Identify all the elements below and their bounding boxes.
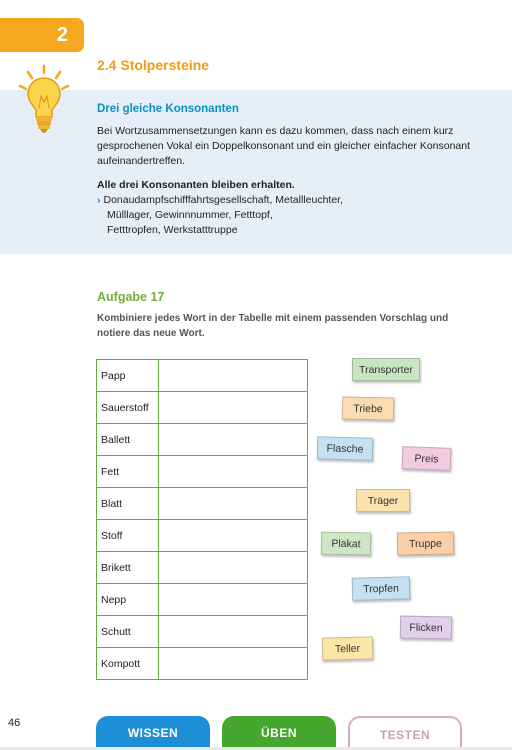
word-card-triebe[interactable]: Triebe — [342, 397, 394, 421]
wissen-button[interactable]: WISSEN — [96, 716, 210, 750]
answer-cell[interactable] — [159, 392, 308, 424]
word-cell: Nepp — [97, 584, 159, 616]
example-list — [97, 193, 427, 238]
word-cell: Brikett — [97, 552, 159, 584]
table-row — [97, 424, 308, 456]
info-text: Bei Wortzusammensetzungen kann es dazu kommen, dass nach einem kurz gesprochenen Vokal ein Doppelkonsonant und ein gleicher einfacher Konsonant aufeinandertreffen. — [97, 125, 471, 167]
ueben-button[interactable]: ÜBEN — [222, 716, 336, 750]
answer-cell[interactable] — [159, 520, 308, 552]
word-card-teller[interactable]: Teller — [322, 636, 374, 660]
chevron-right-icon: › — [97, 194, 101, 206]
word-card-truppe[interactable]: Truppe — [397, 532, 454, 556]
word-cell: Stoff — [97, 520, 159, 552]
word-card-tropfen[interactable]: Tropfen — [352, 576, 411, 601]
section-title: 2.4 Stolpersteine — [97, 57, 210, 73]
word-card-flasche[interactable]: Flasche — [317, 436, 374, 460]
word-table — [96, 359, 308, 680]
answer-cell[interactable] — [159, 456, 308, 488]
table-row — [97, 648, 308, 680]
task-instruction: Kombiniere jedes Wort in der Tabelle mit einem passenden Vorschlag und notiere das neue Wort. — [97, 313, 449, 339]
word-card-preis[interactable]: Preis — [402, 446, 452, 471]
info-heading: Drei gleiche Konsonanten — [97, 103, 239, 115]
chapter-tab — [0, 18, 84, 52]
word-card-transporter[interactable]: Transporter — [352, 358, 420, 381]
answer-cell[interactable] — [159, 584, 308, 616]
example-line: Mülllager, Gewinnnummer, Fetttopf, — [107, 209, 273, 221]
table-row — [97, 616, 308, 648]
testen-button[interactable]: TESTEN — [348, 716, 462, 750]
word-cell: Papp — [97, 360, 159, 392]
info-rule: Alle drei Konsonanten bleiben erhalten. — [97, 179, 295, 191]
answer-cell[interactable] — [159, 552, 308, 584]
table-row — [97, 488, 308, 520]
table-row — [97, 520, 308, 552]
answer-cell[interactable] — [159, 488, 308, 520]
word-cell: Kompott — [97, 648, 159, 680]
word-cell: Ballett — [97, 424, 159, 456]
table-row — [97, 360, 308, 392]
answer-cell[interactable] — [159, 616, 308, 648]
word-card-traeger[interactable]: Träger — [356, 489, 410, 512]
answer-cell[interactable] — [159, 648, 308, 680]
table-row — [97, 584, 308, 616]
word-cell: Sauerstoff — [97, 392, 159, 424]
page-number: 46 — [8, 717, 21, 729]
table-row — [97, 392, 308, 424]
word-card-flicken[interactable]: Flicken — [400, 616, 452, 640]
word-cell: Blatt — [97, 488, 159, 520]
chapter-number: 2 — [56, 23, 68, 46]
answer-cell[interactable] — [159, 360, 308, 392]
answer-cell[interactable] — [159, 424, 308, 456]
example-line: › Donaudampfschifffahrtsgesellschaft, Metallleuchter, — [97, 194, 343, 206]
word-card-plakat[interactable]: Plakat — [321, 532, 371, 556]
example-line: Fetttropfen, Werkstatttruppe — [107, 224, 238, 236]
word-cell: Schutt — [97, 616, 159, 648]
lightbulb-icon — [12, 60, 80, 140]
table-row — [97, 552, 308, 584]
task-title: Aufgabe 17 — [97, 290, 165, 304]
word-cell: Fett — [97, 456, 159, 488]
table-row — [97, 456, 308, 488]
